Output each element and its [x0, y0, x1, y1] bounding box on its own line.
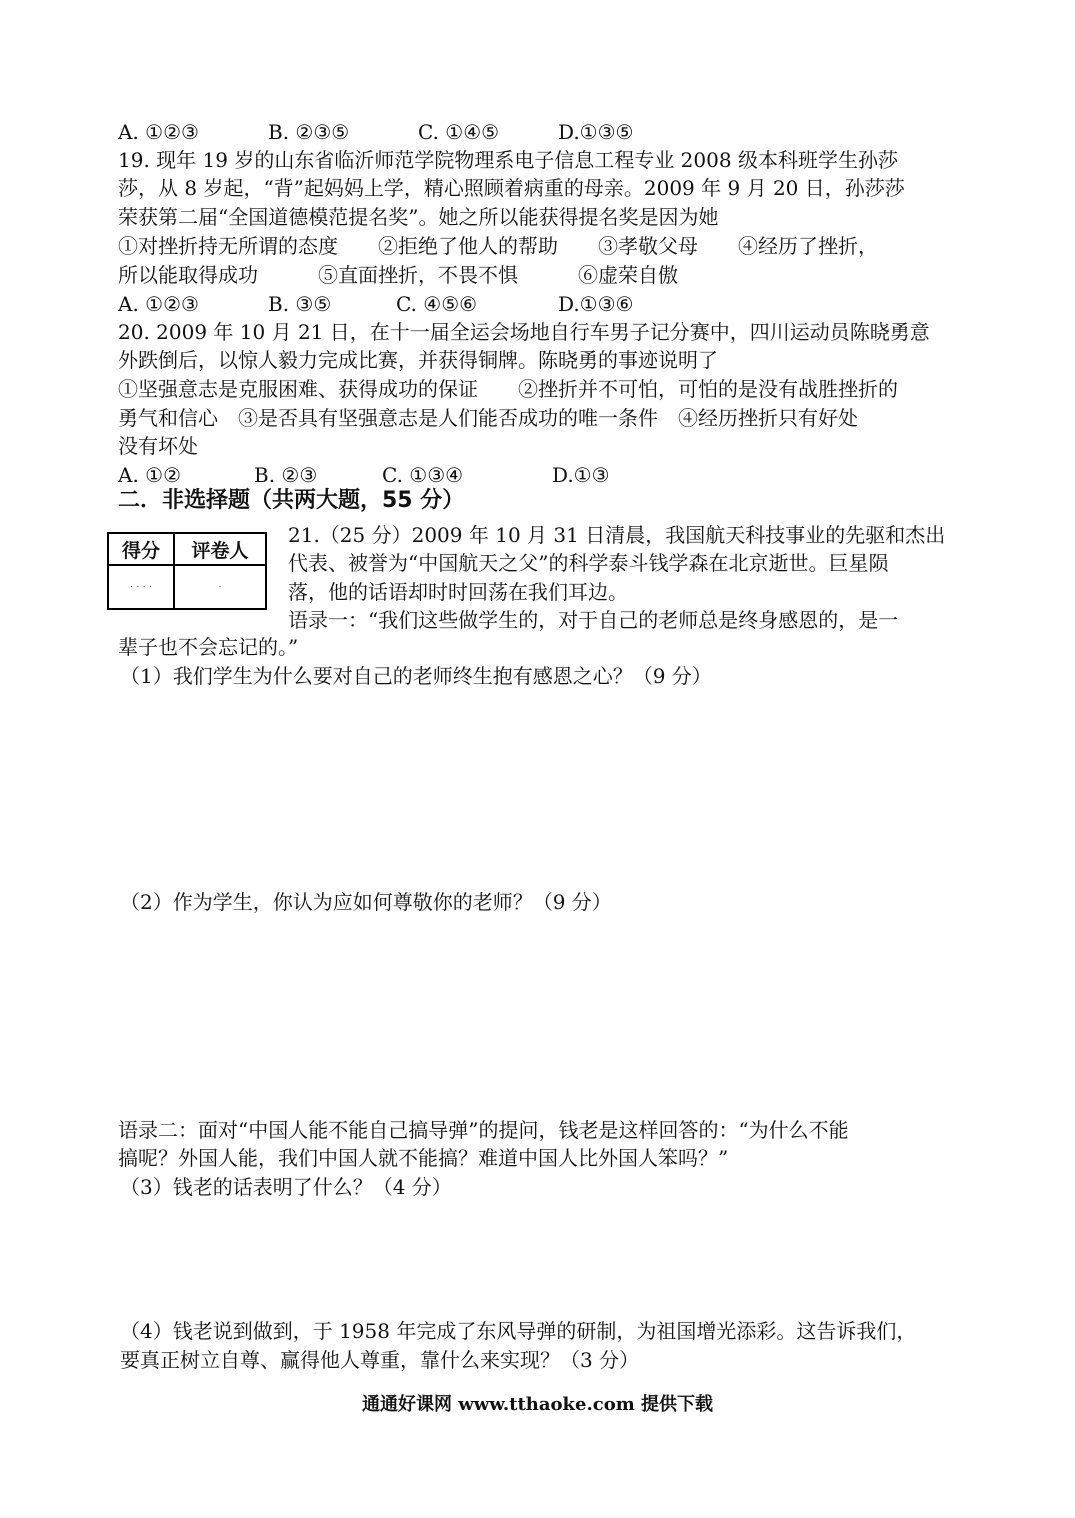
q20-line-3: ①坚强意志是克服困难、获得成功的保证 ②挫折并不可怕，可怕的是没有战胜挫折的: [118, 377, 898, 401]
q21-sub3: （3）钱老的话表明了什么？（4 分）: [120, 1175, 452, 1199]
q21-quote2-line-2: 搞呢？外国人能，我们中国人就不能搞？难道中国人比外国人笨吗？”: [118, 1146, 729, 1170]
q18-option-c: C. ①④⑤: [418, 120, 500, 144]
q18-options: [118, 118, 633, 146]
q20-line-2: 外跌倒后，以惊人毅力完成比赛，并获得铜牌。陈晓勇的事迹说明了: [118, 348, 718, 372]
q19-options: [118, 290, 633, 318]
q20-line-5: 没有坏处: [118, 434, 198, 458]
q20-option-a: A. ①②: [118, 463, 182, 487]
q21-sub4-line-1: （4）钱老说到做到，于 1958 年完成了东风导弹的研制，为祖国增光添彩。这告诉我们，: [120, 1319, 917, 1343]
q21-intro-line-2: 代表、被誉为“中国航天之父”的科学泰斗钱学森在北京逝世。巨星陨: [288, 551, 889, 575]
q21-quote2-line-1: 语录二：面对“中国人能不能自己搞导弹”的提问，钱老是这样回答的：“为什么不能: [118, 1118, 849, 1142]
q19-option-b: B. ③⑤: [268, 292, 332, 316]
q21-intro-line-3: 落，他的话语却时时回荡在我们耳边。: [288, 580, 628, 604]
q20-option-b: B. ②③: [254, 463, 318, 487]
q21-sub2: （2）作为学生，你认为应如何尊敬你的老师？（9 分）: [120, 890, 612, 914]
q21-sub4-line-2: 要真正树立自尊、赢得他人尊重，靠什么来实现？（3 分）: [120, 1348, 640, 1372]
score-table: [107, 532, 267, 610]
q19-line-2: 莎，从 8 岁起，“背”起妈妈上学，精心照顾着病重的母亲。2009 年 9 月 20 日，孙莎莎: [118, 176, 905, 200]
q18-option-a: A. ①②③: [118, 120, 199, 144]
q19-line-1: 19. 现年 19 岁的山东省临沂师范学院物理系电子信息工程专业 2008 级本科班学生孙莎: [118, 148, 898, 172]
q18-option-d: D.①③⑤: [558, 120, 634, 144]
score-cell: · · · ·: [108, 565, 174, 609]
q21-quote1-line-2: 辈子也不会忘记的。”: [118, 635, 299, 659]
q20-option-d: D.①③: [552, 463, 610, 487]
q21-quote1-line-1: 语录一：“我们这些做学生的，对于自己的老师总是终身感恩的，是一: [288, 608, 899, 632]
q19-option-d: D.①③⑥: [558, 292, 634, 316]
grader-cell: ·: [174, 565, 266, 609]
q19-line-3: 荣获第二届“全国道德模范提名奖”。她之所以能获得提名奖是因为她: [118, 205, 719, 229]
q19-line-5: 所以能取得成功 ⑤直面挫折，不畏不惧 ⑥虚荣自傲: [118, 263, 678, 287]
q19-line-4: ①对挫折持无所谓的态度 ②拒绝了他人的帮助 ③孝敬父母 ④经历了挫折，: [118, 234, 878, 258]
q20-line-1: 20. 2009 年 10 月 21 日，在十一届全运会场地自行车男子记分赛中，四川运动员陈晓勇意: [118, 320, 930, 344]
q20-options: [118, 461, 610, 489]
score-header: 得分: [108, 533, 174, 565]
section-heading: 二．非选择题（共两大题，55 分）: [118, 488, 465, 513]
footer-credit: 通通好课网 www.tthaoke.com 提供下载: [361, 1394, 714, 1415]
q18-option-b: B. ②③⑤: [268, 120, 350, 144]
q21-sub1: （1）我们学生为什么要对自己的老师终生抱有感恩之心？（9 分）: [120, 664, 712, 688]
q20-option-c: C. ①③④: [382, 463, 464, 487]
q20-line-4: 勇气和信心 ③是否具有坚强意志是人们能否成功的唯一条件 ④经历挫折只有好处: [118, 406, 858, 430]
q19-option-a: A. ①②③: [118, 292, 199, 316]
q21-intro-line-1: 21.（25 分）2009 年 10 月 31 日清晨，我国航天科技事业的先驱和杰出: [288, 523, 946, 547]
q19-option-c: C. ④⑤⑥: [396, 292, 478, 316]
grader-header: 评卷人: [174, 533, 266, 565]
